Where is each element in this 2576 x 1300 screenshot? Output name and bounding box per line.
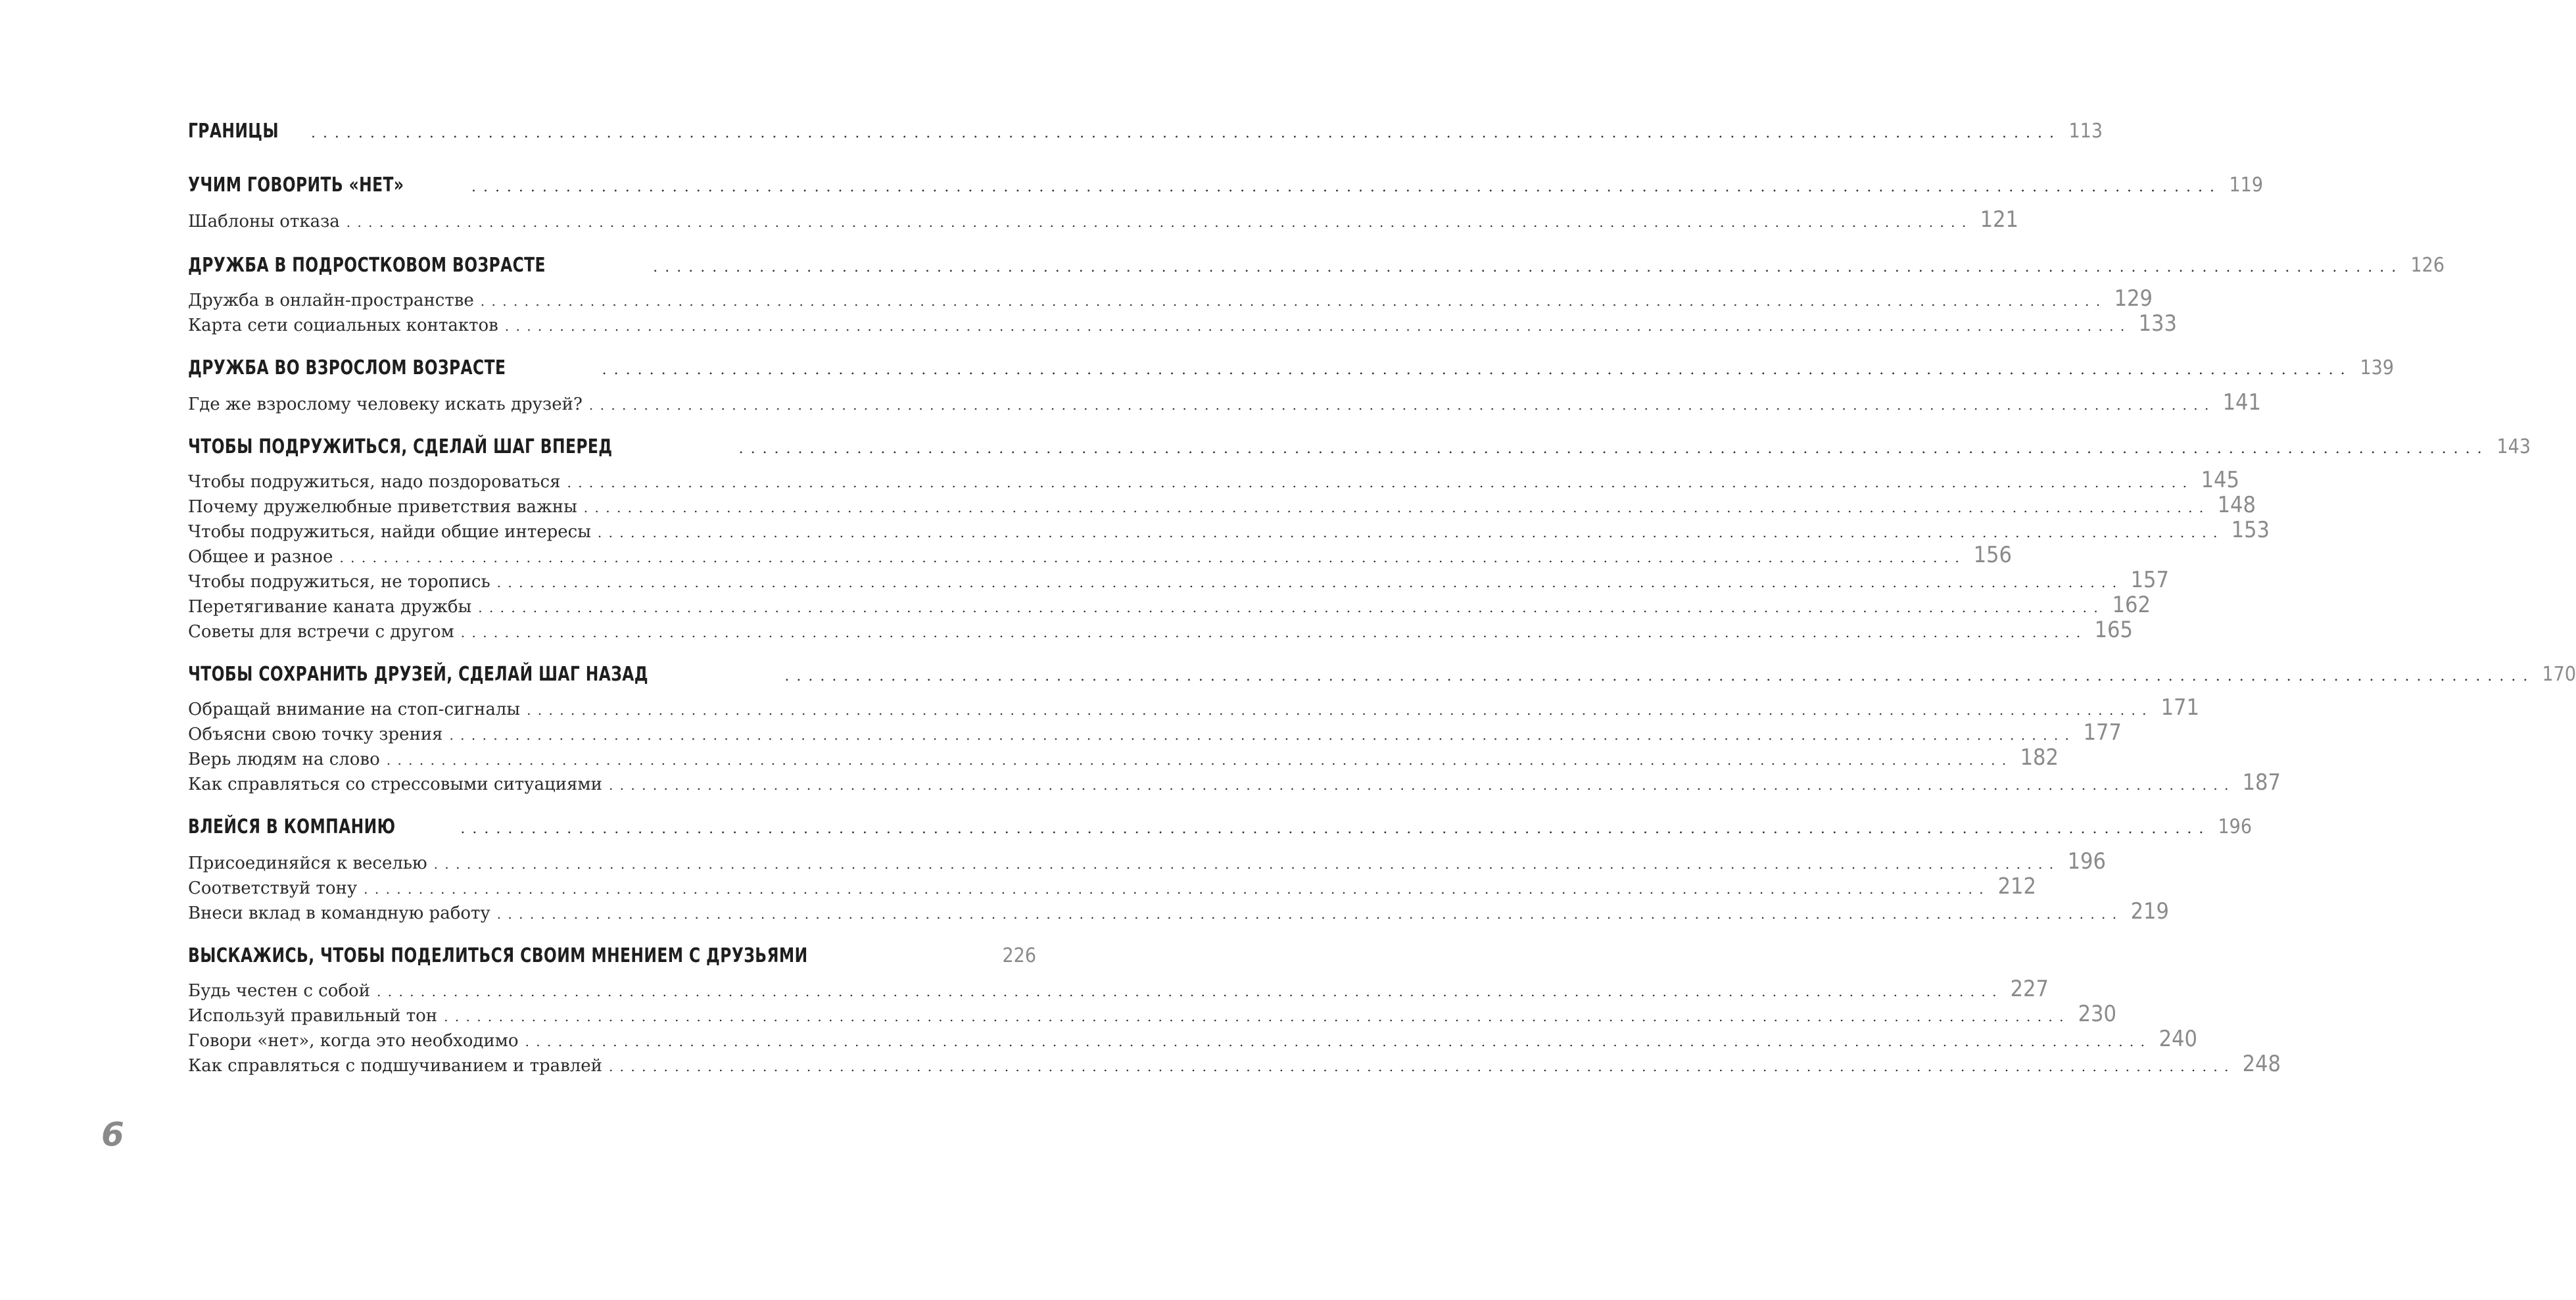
- dot-leader: [444, 1009, 2064, 1024]
- entry-title: Соответствуй тону: [188, 879, 358, 898]
- toc-entry[interactable]: [188, 617, 2134, 643]
- entry-page-number: 248: [2243, 1051, 2281, 1077]
- toc-section[interactable]: [188, 174, 2263, 197]
- entry-page-number: 240: [2159, 1026, 2198, 1052]
- entry-page-number: 141: [2222, 389, 2262, 416]
- entry-page-number: 153: [2231, 517, 2270, 543]
- entry-title: Говори «нет», когда это необходимо: [188, 1031, 519, 1051]
- page-folio-number: 6: [101, 1115, 124, 1153]
- dot-leader: [598, 525, 2218, 541]
- toc-section[interactable]: [188, 435, 2531, 458]
- entry-page-number: 219: [2130, 898, 2170, 925]
- entry-title: Присоединяйся к веселью: [188, 854, 427, 873]
- section-page-number: 139: [2360, 356, 2394, 379]
- toc-section[interactable]: [188, 356, 2394, 379]
- entry-page-number: 156: [1973, 542, 2012, 568]
- entry-page-number: 171: [2160, 694, 2199, 721]
- dot-leader: [481, 293, 2101, 309]
- dot-leader: [739, 441, 2483, 457]
- dot-leader: [364, 881, 1984, 897]
- section-title: УЧИМ ГОВОРИТЬ «НЕТ»: [188, 174, 404, 197]
- toc-entry[interactable]: [188, 898, 2170, 925]
- toc-entry[interactable]: [188, 744, 2059, 771]
- entry-page-number: 227: [2011, 976, 2049, 1002]
- dot-leader: [505, 318, 2126, 334]
- section-page-number: 196: [2218, 815, 2253, 838]
- dot-leader: [497, 575, 2118, 590]
- toc-entry[interactable]: [188, 1026, 2198, 1052]
- section-page-number: 143: [2496, 435, 2531, 458]
- entry-page-number: 162: [2112, 592, 2151, 618]
- dot-leader: [461, 625, 2082, 640]
- dot-leader: [478, 600, 2099, 615]
- section-title: ВЫСКАЖИСЬ, ЧТОБЫ ПОДЕЛИТЬСЯ СВОИМ МНЕНИЕМ С ДРУЗЬЯМИ: [188, 944, 808, 967]
- entry-page-number: 121: [1980, 206, 2019, 233]
- dot-leader: [339, 550, 1960, 566]
- entry-page-number: 133: [2138, 310, 2178, 337]
- section-title: ДРУЖБА ВО ВЗРОСЛОМ ВОЗРАСТЕ: [188, 356, 506, 379]
- entry-title: Чтобы подружиться, найди общие интересы: [188, 522, 591, 542]
- entry-title: Дружба в онлайн-пространстве: [188, 291, 474, 310]
- entry-title: Общее и разное: [188, 547, 333, 567]
- entry-title: Будь честен с собой: [188, 981, 371, 1001]
- toc-section[interactable]: [188, 254, 2445, 277]
- entry-title: Шаблоны отказа: [188, 212, 340, 231]
- toc-entry[interactable]: [188, 517, 2270, 543]
- dot-leader: [567, 475, 2187, 491]
- entry-page-number: 148: [2217, 492, 2256, 518]
- entry-title: Чтобы подружиться, не торопись: [188, 572, 490, 592]
- dot-leader: [525, 1034, 2146, 1049]
- section-page-number: 126: [2410, 254, 2445, 277]
- toc-entry[interactable]: [188, 719, 2122, 746]
- entry-title: Где же взрослому человеку искать друзей?: [188, 395, 583, 414]
- toc-section[interactable]: [188, 944, 1037, 967]
- section-page-number: 119: [2229, 174, 2263, 197]
- entry-page-number: 187: [2243, 769, 2281, 796]
- toc-entry[interactable]: [188, 285, 2153, 312]
- entry-title: Внеси вклад в командную работу: [188, 903, 490, 923]
- section-title: ДРУЖБА В ПОДРОСТКОВОМ ВОЗРАСТЕ: [188, 254, 546, 277]
- toc-entry[interactable]: [188, 873, 2036, 900]
- dot-leader: [387, 752, 2007, 768]
- dot-leader: [377, 984, 1997, 999]
- entry-page-number: 129: [2114, 285, 2153, 312]
- toc-entry[interactable]: [188, 769, 2281, 796]
- dot-leader: [449, 727, 2070, 743]
- toc-entry[interactable]: [188, 310, 2178, 337]
- dot-leader: [653, 259, 2397, 276]
- dot-leader: [602, 362, 2347, 378]
- toc-section[interactable]: [188, 663, 2576, 686]
- dot-leader: [460, 821, 2205, 837]
- entry-page-number: 196: [2067, 848, 2107, 875]
- dot-leader: [311, 125, 2055, 141]
- toc-entry[interactable]: [188, 567, 2170, 593]
- entry-title: Как справляться со стрессовыми ситуациями: [188, 775, 602, 794]
- dot-leader: [497, 906, 2118, 922]
- entry-page-number: 230: [2078, 1001, 2116, 1027]
- toc-entry[interactable]: [188, 492, 2256, 518]
- entry-page-number: 212: [1997, 873, 2036, 900]
- entry-title: Верь людям на слово: [188, 750, 380, 769]
- toc-entry[interactable]: [188, 1001, 2116, 1027]
- entry-page-number: 165: [2094, 617, 2134, 643]
- entry-page-number: 145: [2201, 467, 2239, 493]
- entry-title: Объясни свою точку зрения: [188, 725, 443, 744]
- toc-section[interactable]: [188, 120, 2103, 143]
- toc-entry[interactable]: [188, 694, 2199, 721]
- dot-leader: [584, 500, 2205, 516]
- entry-title: Используй правильный тон: [188, 1006, 438, 1026]
- toc-entry[interactable]: [188, 592, 2151, 618]
- dot-leader: [527, 702, 2147, 718]
- section-page-number: 170: [2542, 663, 2576, 686]
- toc-entry[interactable]: [188, 848, 2107, 875]
- section-page-number: 113: [2068, 120, 2103, 143]
- toc-entry[interactable]: [188, 389, 2262, 416]
- entry-title: Обращай внимание на стоп-сигналы: [188, 700, 521, 719]
- dot-leader: [589, 397, 2210, 413]
- toc-entry[interactable]: [188, 1051, 2281, 1077]
- toc-entry[interactable]: [188, 542, 2012, 568]
- entry-title: Карта сети социальных контактов: [188, 316, 498, 335]
- toc-entry[interactable]: [188, 206, 2019, 233]
- toc-entry[interactable]: [188, 467, 2239, 493]
- dot-leader: [609, 777, 2230, 793]
- entry-title: Почему дружелюбные приветствия важны: [188, 497, 577, 517]
- toc-entry[interactable]: [188, 976, 2049, 1002]
- section-title: ЧТОБЫ ПОДРУЖИТЬСЯ, СДЕЛАЙ ШАГ ВПЕРЕД: [188, 435, 613, 458]
- entry-title: Перетягивание каната дружбы: [188, 597, 472, 617]
- dot-leader: [346, 214, 1967, 230]
- section-page-number: 226: [1002, 944, 1037, 967]
- entry-page-number: 157: [2130, 567, 2170, 593]
- entry-page-number: 182: [2020, 744, 2059, 771]
- dot-leader: [471, 179, 2216, 195]
- dot-leader: [609, 1059, 2230, 1074]
- section-title: ЧТОБЫ СОХРАНИТЬ ДРУЗЕЙ, СДЕЛАЙ ШАГ НАЗАД: [188, 663, 648, 686]
- entry-title: Как справляться с подшучиванием и травлей: [188, 1056, 602, 1076]
- entry-page-number: 177: [2083, 719, 2122, 746]
- section-title: ВЛЕЙСЯ В КОМПАНИЮ: [188, 815, 396, 838]
- entry-title: Чтобы подружиться, надо поздороваться: [188, 472, 561, 492]
- toc-section[interactable]: [188, 815, 2253, 838]
- entry-title: Советы для встречи с другом: [188, 622, 454, 642]
- dot-leader: [784, 668, 2529, 685]
- section-title: ГРАНИЦЫ: [188, 120, 279, 143]
- dot-leader: [434, 856, 2055, 872]
